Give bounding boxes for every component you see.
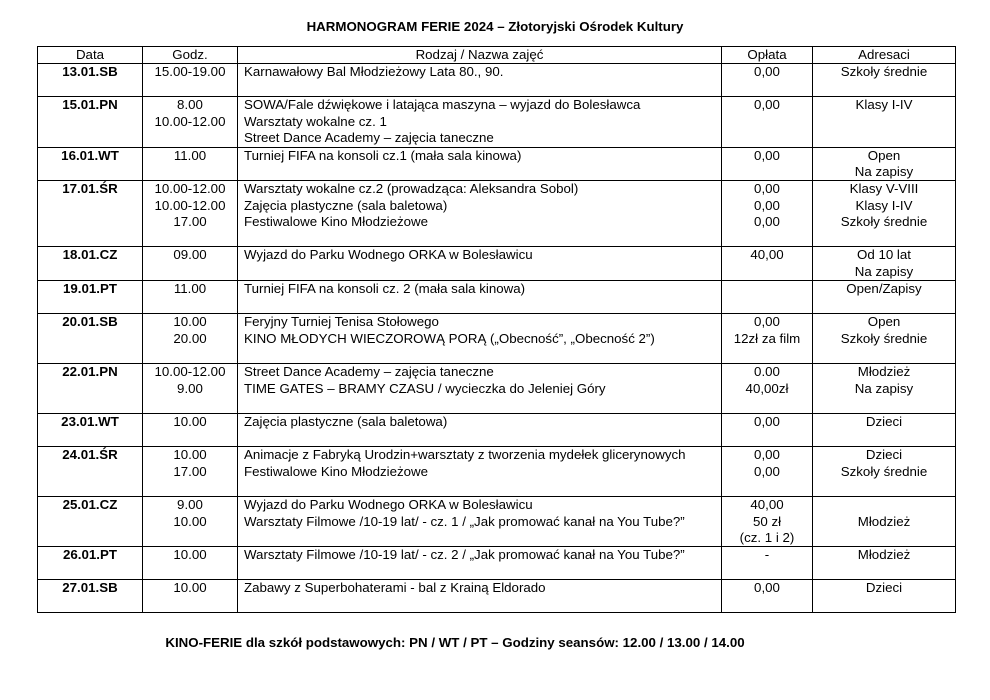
audience-line: Młodzież [857,364,911,380]
time-cell [143,314,238,364]
audience-cell [813,414,956,447]
audience-cell [813,547,956,580]
fee-cell [722,181,813,247]
fee-cell [722,414,813,447]
fee-line: 0,00 [754,97,780,113]
date-text: 16.01.WT [61,147,119,163]
audience-cell [813,247,956,281]
fee-cell [722,547,813,580]
date-text: 27.01.SB [62,580,118,596]
time-line: 20.00 [173,330,207,346]
header-fee: Opłata [722,47,813,64]
time-line: 17.00 [173,463,207,479]
header-time: Godz. [143,47,238,64]
table-row [38,97,956,147]
fee-cell [722,247,813,281]
table-row [38,547,956,580]
time-line: 09.00 [173,247,207,263]
table-row [38,181,956,247]
table-row [38,281,956,314]
audience-cell [813,64,956,97]
audience-line: Dzieci [865,447,903,463]
schedule-table [37,46,956,613]
activity-line: Animacje z Fabryką Urodzin+warsztaty z tworzenia mydełek glicerynowych [244,447,686,463]
fee-cell [722,314,813,364]
activity-cell [238,281,722,314]
audience-line: Szkoły średnie [840,463,928,479]
activity-line: Warsztaty wokalne cz.2 (prowadząca: Aleksandra Sobol) [244,181,579,197]
activity-cell [238,364,722,414]
activity-line: Zabawy z Superbohaterami - bal z Krainą Eldorado [244,580,546,596]
fee-line: 0,00 [754,463,780,479]
date-text: 20.01.SB [62,314,118,330]
time-cell [143,147,238,181]
activity-line: Festiwalowe Kino Młodzieżowe [244,463,429,479]
time-cell [143,414,238,447]
time-line: 11.00 [173,147,207,163]
time-line: 10.00 [173,513,207,529]
fee-cell [722,580,813,613]
time-line: 10.00 [173,447,207,463]
fee-line: 50 zł [752,513,782,529]
date-cell [38,64,143,97]
activity-cell [238,580,722,613]
date-cell [38,281,143,314]
activity-cell [238,547,722,580]
header-date: Data [38,47,143,64]
time-line: 10.00-12.00 [154,364,226,380]
fee-cell [722,64,813,97]
fee-line: 0,00 [754,214,780,230]
table-row [38,364,956,414]
header-name: Rodzaj / Nazwa zajęć [238,47,722,64]
table-row [38,64,956,97]
audience-cell [813,97,956,147]
time-line: 10.00 [173,414,207,430]
date-text: 24.01.ŚR [62,447,118,463]
date-cell [38,580,143,613]
date-cell [38,547,143,580]
audience-line: Na zapisy [854,164,914,180]
activity-line: Street Dance Academy – zajęcia taneczne [244,130,494,146]
audience-line: Szkoły średnie [840,64,928,80]
time-cell [143,447,238,497]
activity-line: Feryjny Turniej Tenisa Stołowego [244,314,439,330]
activity-cell [238,147,722,181]
footer-note: KINO-FERIE dla szkół podstawowych: PN / WT / PT – Godziny seansów: 12.00 / 13.00 / 14.00 [165,635,745,650]
fee-line: 40,00 [750,247,784,263]
activity-line: TIME GATES – BRAMY CZASU / wycieczka do Jeleniej Góry [244,380,606,396]
table-row [38,580,956,613]
date-cell [38,447,143,497]
activity-line: Turniej FIFA na konsoli cz.1 (mała sala kinowa) [244,147,522,163]
activity-line: Festiwalowe Kino Młodzieżowe [244,214,429,230]
fee-line: 0,00 [754,414,780,430]
date-text: 22.01.PN [62,364,118,380]
fee-cell [722,364,813,414]
time-cell [143,497,238,547]
date-cell [38,181,143,247]
activity-cell [238,414,722,447]
audience-cell [813,497,956,547]
activity-line: Warsztaty Filmowe /10-19 lat/ - cz. 2 / „Jak promować kanał na You Tube?” [244,547,685,563]
fee-line: (cz. 1 i 2) [739,530,795,546]
audience-line: Szkoły średnie [840,214,928,230]
audience-cell [813,364,956,414]
time-line: 8.00 [177,97,203,113]
activity-cell [238,247,722,281]
date-text: 15.01.PN [62,97,118,113]
activity-line: Turniej FIFA na konsoli cz. 2 (mała sala kinowa) [244,281,526,297]
fee-cell [722,147,813,181]
time-cell [143,181,238,247]
audience-cell [813,181,956,247]
activity-cell [238,497,722,547]
activity-line: KINO MŁODYCH WIECZOROWĄ PORĄ („Obecność”, „Obecność 2”) [244,330,655,346]
time-cell [143,247,238,281]
fee-cell [722,97,813,147]
date-text: 18.01.CZ [62,247,118,263]
fee-line: 12zł za film [733,330,801,346]
date-text: 19.01.PT [63,281,117,297]
activity-line: Karnawałowy Bal Młodzieżowy Lata 80., 90. [244,64,504,80]
time-cell [143,64,238,97]
time-line: 10.00-12.00 [154,113,226,129]
table-row [38,447,956,497]
date-cell [38,314,143,364]
audience-line: Open/Zapisy [846,281,922,297]
time-line: 10.00-12.00 [154,197,226,213]
table-row [38,414,956,447]
fee-line: 0,00 [754,580,780,596]
fee-line: 0,00 [754,447,780,463]
audience-line: Młodzież [857,513,911,529]
time-line: 17.00 [173,214,207,230]
date-cell [38,364,143,414]
time-cell [143,547,238,580]
date-cell [38,414,143,447]
activity-line: Warsztaty Filmowe /10-19 lat/ - cz. 1 / „Jak promować kanał na You Tube?” [244,513,685,529]
document-title: HARMONOGRAM FERIE 2024 – Złotoryjski Ośrodek Kultury [306,19,684,34]
time-line: 10.00 [173,314,207,330]
time-line: 9.00 [177,380,203,396]
table-header-row [38,47,956,64]
time-line: 10.00 [173,580,207,596]
audience-cell [813,447,956,497]
table-row [38,497,956,547]
fee-line: 40,00 [750,497,784,513]
fee-line: 40,00zł [745,380,789,396]
activity-cell [238,181,722,247]
date-text: 23.01.WT [61,414,119,430]
time-line: 10.00-12.00 [154,181,226,197]
audience-line: Open [867,314,901,330]
table-row [38,247,956,281]
activity-line: Zajęcia plastyczne (sala baletowa) [244,414,448,430]
audience-line: Od 10 lat [857,247,911,263]
table-row [38,314,956,364]
fee-line: 0,00 [754,147,780,163]
fee-cell [722,447,813,497]
time-line: 10.00 [173,547,207,563]
time-line: 11.00 [173,281,207,297]
fee-line: 0,00 [754,197,780,213]
audience-line: Szkoły średnie [840,330,928,346]
date-cell [38,97,143,147]
date-cell [38,247,143,281]
header-audience: Adresaci [813,47,956,64]
audience-line: Klasy I-IV [855,197,913,213]
activity-cell [238,447,722,497]
audience-line: Klasy V-VIII [849,181,919,197]
table-row [38,147,956,181]
audience-line: Klasy I-IV [855,97,913,113]
activity-line: Street Dance Academy – zajęcia taneczne [244,364,494,380]
date-text: 17.01.ŚR [62,181,118,197]
activity-cell [238,97,722,147]
activity-cell [238,64,722,97]
date-text: 25.01.CZ [62,497,118,513]
fee-cell [722,497,813,547]
audience-line: Na zapisy [854,380,914,396]
audience-cell [813,281,956,314]
audience-line: Dzieci [865,414,903,430]
audience-line: Open [867,147,901,163]
activity-cell [238,314,722,364]
activity-line: Wyjazd do Parku Wodnego ORKA w Bolesławicu [244,497,533,513]
audience-line: Na zapisy [854,263,914,279]
activity-line: SOWA/Fale dźwiękowe i latająca maszyna – wyjazd do Bolesławca [244,97,641,113]
audience-line: Dzieci [865,580,903,596]
time-cell [143,580,238,613]
activity-line: Wyjazd do Parku Wodnego ORKA w Bolesławicu [244,247,533,263]
activity-line: Zajęcia plastyczne (sala baletowa) [244,197,448,213]
time-cell [143,97,238,147]
fee-line: 0.00 [754,364,780,380]
audience-line: Młodzież [857,547,911,563]
fee-line: 0,00 [754,314,780,330]
fee-line: 0,00 [754,181,780,197]
audience-cell [813,580,956,613]
audience-cell [813,147,956,181]
time-cell [143,281,238,314]
fee-line: 0,00 [754,64,780,80]
time-cell [143,364,238,414]
time-line: 15.00-19.00 [154,64,226,80]
fee-line: - [764,547,770,563]
date-text: 26.01.PT [63,547,117,563]
date-text: 13.01.SB [62,64,118,80]
date-cell [38,497,143,547]
audience-cell [813,314,956,364]
date-cell [38,147,143,181]
fee-cell [722,281,813,314]
time-line: 9.00 [177,497,203,513]
activity-line: Warsztaty wokalne cz. 1 [244,113,387,129]
